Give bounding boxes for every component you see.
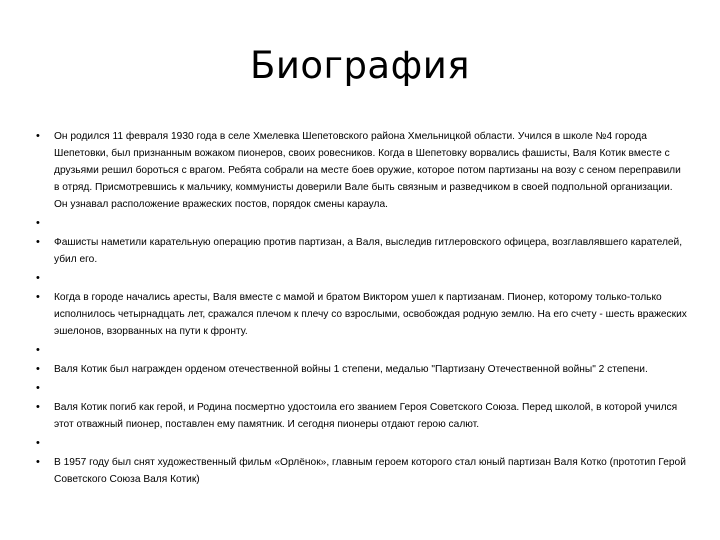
bullet-icon: •: [36, 130, 40, 142]
bullet-item: [36, 361, 688, 378]
bullet-icon: •: [36, 382, 40, 394]
bullet-item: [36, 454, 688, 488]
slide-title: Биография: [249, 44, 471, 87]
bullet-text: Когда в городе начались аресты, Валя вместе с мамой и братом Виктором ушел к партизанам. Пионер, которому только-только исполнилось четырнадцать лет, сражался плечом к плечу со взрослыми, освобождая родную землю. На его счету - шесть вражеских эшелонов, взорванных на пути к фронту.: [54, 292, 687, 337]
bullet-icon: •: [36, 236, 40, 248]
bullet-icon: •: [36, 456, 40, 468]
bullet-item: [36, 128, 688, 213]
bullet-icon: •: [36, 437, 40, 449]
empty-bullet-item: [36, 215, 688, 232]
bullet-item: [36, 289, 688, 340]
empty-bullet-item: [36, 435, 688, 452]
bullet-icon: •: [36, 272, 40, 284]
bullet-text: Фашисты наметили карательную операцию против партизан, а Валя, выследив гитлеровского офицера, возглавлявшего карателей, убил его.: [54, 237, 683, 265]
bullet-text: В 1957 году был снят художественный фильм «Орлёнок», главным героем которого стал юный партизан Валя Котко (прототип Герой Советского Союза Валя Котик): [54, 457, 686, 485]
bullet-icon: •: [36, 291, 40, 303]
empty-bullet-item: [36, 270, 688, 287]
bullet-text: Он родился 11 февраля 1930 года в селе Хмелевка Шепетовского района Хмельницкой области. Учился в школе №4 города Шепетовки, был признанным вожаком пионеров, своих ровесников. Когда в Шепетовку ворвались фашисты, Валя Котик вместе с друзьями решил бороться с врагом. Ребята собрали на месте боев оружие, которое потом партизаны на возу с сеном переправили в отряд. Присмотревшись к мальчику, коммунисты доверили Вале быть связным и разведчиком в своей подпольной организации. Он узнавал расположение вражеских постов, порядок смены караула.: [54, 131, 681, 210]
empty-bullet-item: [36, 342, 688, 359]
bullet-text: Валя Котик погиб как герой, и Родина посмертно удостоила его званием Героя Советского Союза. Перед школой, в которой учился этот отважный пионер, поставлен ему памятник. И сегодня пионеры отдают герою салют.: [54, 402, 678, 430]
bullet-item: [36, 234, 688, 268]
bullet-item: [36, 399, 688, 433]
empty-bullet-item: [36, 380, 688, 397]
bullet-text: Валя Котик был награжден орденом отечественной войны 1 степени, медалью "Партизану Отечественной войны" 2 степени.: [54, 364, 648, 375]
bullet-icon: •: [36, 401, 40, 413]
bullet-list: [36, 128, 688, 490]
bullet-icon: •: [36, 344, 40, 356]
bullet-icon: •: [36, 217, 40, 229]
bullet-icon: •: [36, 363, 40, 375]
